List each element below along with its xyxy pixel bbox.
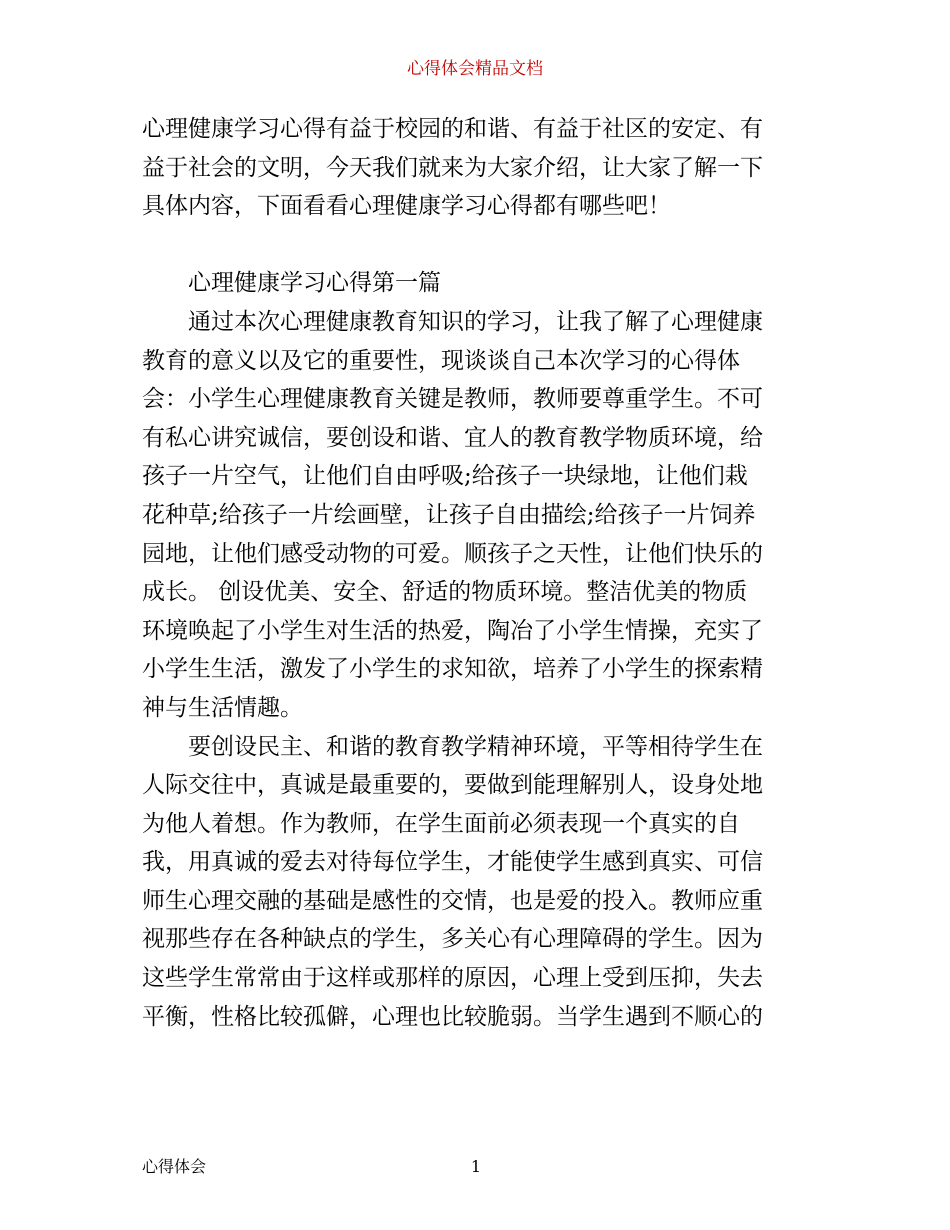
document-header-title: 心得体会精品文档	[407, 59, 543, 79]
intro-line: 心理健康学习心得有益于校园的和谐、有益于社区的安定、有	[142, 116, 763, 142]
paragraph-line: 视那些存在各种缺点的学生，多关心有心理障碍的学生。因为	[142, 926, 763, 953]
paragraph-line: 要创设民主、和谐的教育教学精神环境，平等相待学生在	[188, 733, 763, 760]
intro-line: 益于社会的文明，今天我们就来为大家介绍，让大家了解一下	[142, 154, 763, 181]
paragraph-line: 师生心理交融的基础是感性的交情，也是爱的投入。教师应重	[142, 887, 763, 914]
paragraph-2	[142, 728, 812, 1037]
paragraph-line: 我，用真诚的爱去对待每位学生，才能使学生感到真实、可信	[142, 849, 763, 876]
paragraph-line: 神与生活情趣。	[142, 694, 303, 721]
paragraph-line: 为他人着想。作为教师，在学生面前必须表现一个真实的自	[142, 810, 740, 837]
paragraph-line: 平衡，性格比较孤僻，心理也比较脆弱。当学生遇到不顺心的	[142, 1003, 763, 1030]
paragraph-line: 小学生生活，激发了小学生的求知欲，培养了小学生的探索精	[142, 656, 763, 683]
paragraph-line: 有私心讲究诚信，要创设和谐、宜人的教育教学物质环境，给	[142, 424, 763, 451]
paragraph-line: 园地，让他们感受动物的可爱。顺孩子之天性，让他们快乐的	[142, 540, 763, 567]
paragraph-line: 会：小学生心理健康教育关键是教师，教师要尊重学生。不可	[142, 386, 763, 413]
paragraph-line: 环境唤起了小学生对生活的热爱，陶冶了小学生情操，充实了	[142, 617, 763, 644]
section-heading: 心理健康学习心得第一篇	[188, 270, 441, 297]
paragraph-line: 人际交往中，真诚是最重要的，要做到能理解别人，设身处地	[142, 772, 763, 799]
intro-paragraph	[142, 110, 812, 226]
paragraph-line: 孩子一片空气，让他们自由呼吸;给孩子一块绿地，让他们栽	[142, 463, 748, 490]
page-number: 1	[470, 1157, 482, 1176]
document-body	[142, 110, 812, 1036]
paragraph-1	[142, 303, 812, 728]
paragraph-spacer	[142, 226, 812, 265]
intro-line: 具体内容，下面看看心理健康学习心得都有哪些吧！	[142, 193, 671, 220]
footer-label: 心得体会	[142, 1157, 207, 1176]
paragraph-line: 教育的意义以及它的重要性，现谈谈自己本次学习的心得体	[142, 347, 740, 374]
paragraph-line: 这些学生常常由于这样或那样的原因，心理上受到压抑，失去	[142, 965, 763, 992]
paragraph-line: 花种草;给孩子一片绘画壁，让孩子自由描绘;给孩子一片饲养	[142, 501, 756, 528]
paragraph-line: 成长。 创设优美、安全、舒适的物质环境。整洁优美的物质	[142, 579, 748, 606]
paragraph-line: 通过本次心理健康教育知识的学习，让我了解了心理健康	[188, 308, 763, 335]
